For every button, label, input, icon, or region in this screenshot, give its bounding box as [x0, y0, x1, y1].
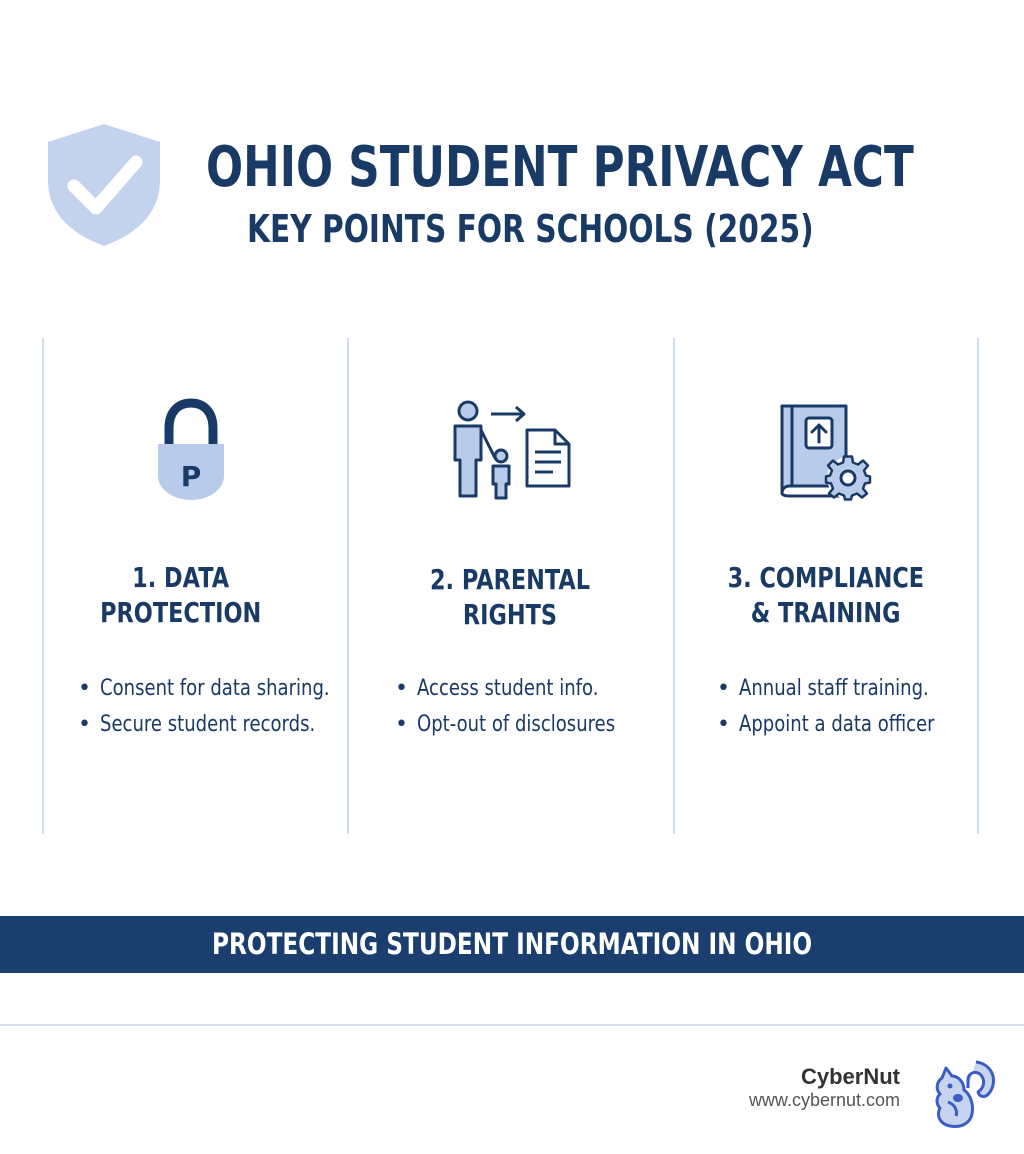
bullet-list: [395, 671, 659, 743]
bullet-dot: •: [395, 712, 408, 737]
padlock-icon: [156, 398, 226, 502]
parent-child-document-icon: [443, 400, 573, 504]
shield-check-icon: [44, 122, 164, 248]
page-title: OHIO STUDENT PRIVACY ACT: [206, 135, 914, 200]
column-data-protection: [44, 338, 347, 834]
bullet-list: [78, 671, 380, 743]
column-divider: [977, 338, 979, 834]
list-item: • Opt-out of disclosures: [395, 707, 659, 743]
list-item: • Secure student records.: [78, 707, 380, 743]
bullet-list: [717, 671, 978, 743]
list-item: • Access student info.: [395, 671, 659, 707]
bullet-dot: •: [717, 712, 730, 737]
bullet-dot: •: [78, 676, 91, 701]
column-heading-line2: & TRAINING: [751, 596, 901, 629]
bullet-dot: •: [395, 676, 408, 701]
list-item: • Consent for data sharing.: [78, 671, 380, 707]
bullet-dot: •: [78, 712, 91, 737]
page-subtitle: KEY POINTS FOR SCHOOLS (2025): [247, 207, 814, 251]
list-item: • Appoint a data officer: [717, 707, 978, 743]
column-heading-line1: 1. DATA: [132, 561, 230, 594]
bullet-dot: •: [717, 676, 730, 701]
column-parental-rights: [349, 338, 673, 834]
column-heading: [44, 560, 318, 630]
list-item: • Annual staff training.: [717, 671, 978, 707]
padlock-letter: P: [180, 460, 202, 493]
brand-url[interactable]: www.cybernut.com: [748, 1090, 900, 1110]
column-heading-line1: 2. PARENTAL RIGHTS: [429, 563, 591, 631]
header: [0, 0, 1024, 300]
column-heading: [349, 562, 671, 667]
footer-divider: [0, 1024, 1024, 1026]
squirrel-logo: [928, 1058, 998, 1130]
column-heading: [675, 560, 977, 630]
column-heading-line1: 3. COMPLIANCE: [727, 561, 925, 594]
brand-name: CyberNut: [800, 1064, 900, 1089]
footer-banner: [0, 916, 1024, 973]
book-gear-icon: [778, 400, 878, 502]
banner-text: PROTECTING STUDENT INFORMATION IN OHIO: [211, 927, 813, 961]
column-compliance-training: [675, 338, 977, 834]
column-heading-line2: PROTECTION: [100, 596, 262, 629]
